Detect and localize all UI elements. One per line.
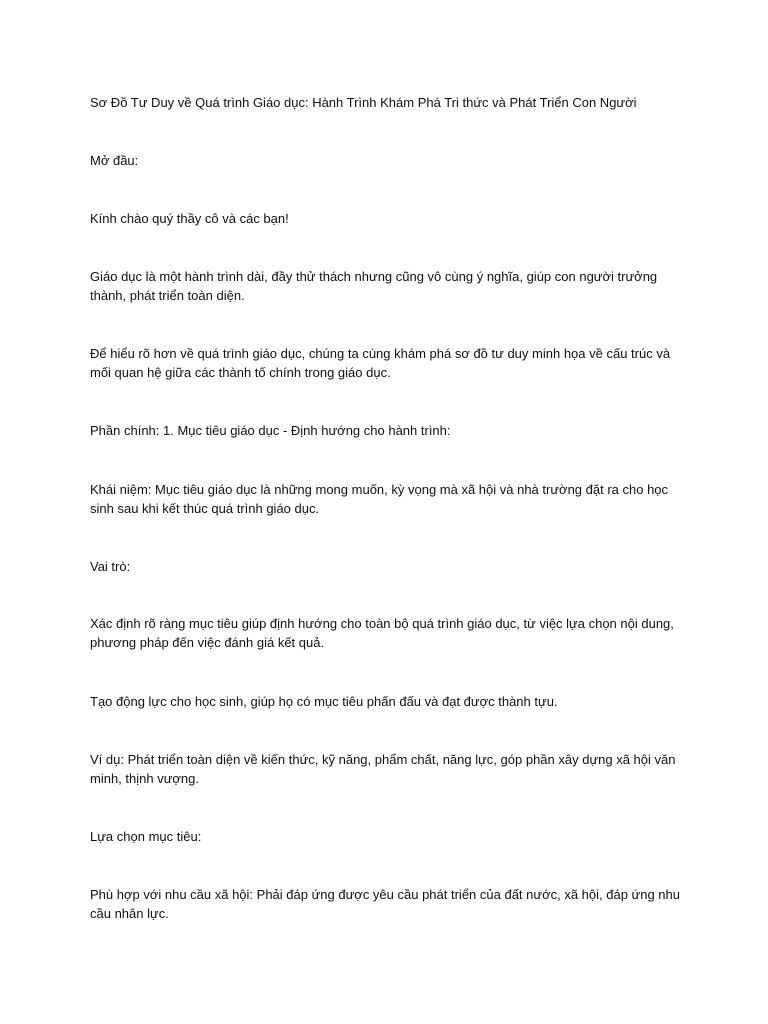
document-title: Sơ Đồ Tư Duy về Quá trình Giáo dục: Hành Trình Khám Phá Tri thức và Phát Triển Con Người	[90, 95, 637, 110]
paragraph-choose-goals-heading: Lựa chọn mục tiêu:	[90, 829, 202, 844]
paragraph-main-section-heading: Phần chính: 1. Mục tiêu giáo dục - Định hướng cho hành trình:	[90, 423, 451, 438]
paragraph-greeting: Kính chào quý thầy cô và các bạn!	[90, 211, 289, 226]
paragraph-concept: Khái niệm: Mục tiêu giáo dục là những mong muốn, kỳ vọng mà xã hội và nhà trường đặt ra cho học sinh sau khi kết thúc quá trình giáo dục.	[90, 482, 669, 516]
paragraph-education-journey: Giáo dục là một hành trình dài, đầy thử thách nhưng cũng vô cùng ý nghĩa, giúp con người trưởng thành, phát triển toàn diện.	[90, 269, 658, 303]
paragraph-intro-heading: Mở đầu:	[90, 153, 139, 168]
paragraph-mindmap-intro: Để hiểu rõ hơn về quá trình giáo dục, chúng ta cùng khám phá sơ đồ tư duy minh họa về cấu trúc và mối quan hệ giữa các thành tố chính trong giáo dục.	[90, 346, 671, 380]
paragraph-example: Ví dụ: Phát triển toàn diện về kiến thức, kỹ năng, phẩm chất, năng lực, góp phần xây dựng xã hội văn minh, thịnh vượng.	[90, 752, 676, 786]
paragraph-social-needs: Phù hợp với nhu cầu xã hội: Phải đáp ứng được yêu cầu phát triển của đất nước, xã hội, đáp ứng nhu cầu nhân lực.	[90, 887, 681, 921]
paragraph-role-motivation: Tạo động lực cho học sinh, giúp họ có mục tiêu phấn đấu và đạt được thành tựu.	[90, 694, 558, 709]
paragraph-role-heading: Vai trò:	[90, 559, 131, 574]
paragraph-role-direction: Xác định rõ ràng mục tiêu giúp định hướng cho toàn bộ quá trình giáo dục, từ việc lựa chọn nội dung, phương pháp đến việc đánh giá kết quả.	[90, 616, 674, 650]
